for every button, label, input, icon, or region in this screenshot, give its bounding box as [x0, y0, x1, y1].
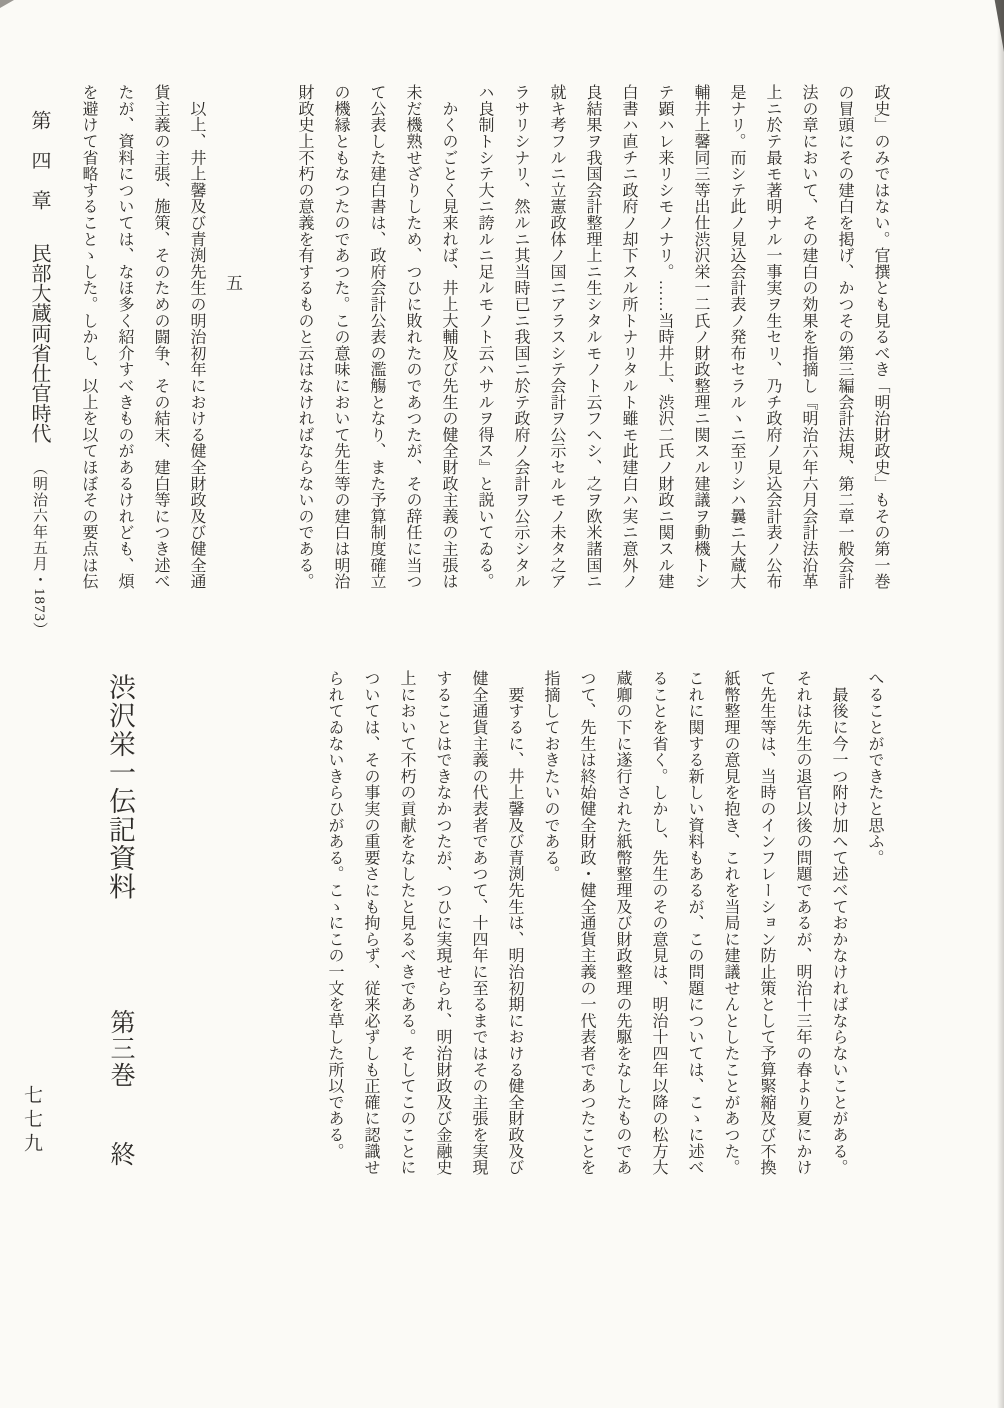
text-column: 未だ機熟せざりしため、つひに敗れたのであつたが、その辞任に当つ: [404, 84, 421, 590]
text-column: 要するに、井上馨及び青渕先生は、明治初期における健全財政及び: [506, 670, 523, 1176]
chapter-heading: [26, 110, 52, 638]
text-column: て公表した建白書は、政府会計公表の濫觴となり、また予算制度確立: [368, 84, 385, 590]
chapter-date-note: （明治六年五月・1873）: [31, 460, 47, 638]
text-column: 貨主義の主張、施策、そのための闘争、その結末、建白等につき述べ: [152, 84, 169, 590]
scan-corner-mark: [993, 0, 1004, 52]
text-column: 健全通貨主義の代表者であつて、十四年に至るまではその主張を実現: [470, 670, 487, 1176]
page-number: 七七九: [21, 1085, 42, 1157]
text-column: 紙幣整理の意見を抱き、これを当局に建議せんとしたことがあつた。: [722, 670, 739, 1176]
section-number: 五: [223, 274, 242, 292]
text-column: 指摘しておきたいのである。: [542, 670, 559, 882]
text-column: 就キ考フルニ立憲政体ノ国ニアラスシテ会計ヲ公示セルモノ未タ之ア: [548, 84, 565, 590]
text-column: 良結果ヲ我国会計整理上ニ生シタルモノト云フヘシ、之ヲ欧米諸国ニ: [584, 84, 601, 590]
text-column: [250, 84, 286, 589]
text-column: ハ良制トシテ大ニ誇ルニ足ルモノト云ハサルヲ得ス』と説いてゐる。: [476, 84, 493, 590]
text-column: 白書ハ直チニ政府ノ却下スル所トナリタルト雖モ此建白ハ実ニ意外ノ: [620, 84, 637, 590]
text-column: ついては、その事実の重要さにも拘らず、従来必ずしも正確に認識せ: [362, 670, 379, 1176]
text-column: へることができたと思ふ。: [866, 670, 883, 866]
text-column: たが、資料については、なほ多く紹介すべきものがあるけれども、煩: [116, 84, 133, 590]
text-column: 上ニ於テ最モ著明ナル一事実ヲ生セリ、乃チ政府ノ見込会計表ノ公布: [764, 84, 781, 590]
text-column: つて、先生は終始健全財政・健全通貨主義の一代表者であつたことを: [578, 670, 595, 1176]
text-column: られてゐないきらひがある。こゝにこの一文を草した所以である。: [326, 670, 343, 1159]
text-column: ラサリシナリ、然ルニ其当時已ニ我国ニ於テ政府ノ会計ヲ公示シタル: [512, 84, 529, 590]
text-column: て先生等は、当時のインフレーション防止策として予算緊縮及び不換: [758, 670, 775, 1176]
text-column: テ顕ハレ来リシモノナリ。……当時井上、渋沢二氏ノ財政ニ関スル建: [656, 84, 673, 590]
text-column: 以上、井上馨及び青渕先生の明治初年における健全財政及び健全通: [188, 84, 205, 590]
text-column: 財政史上不朽の意義を有するものと云はなければならないのである。: [296, 84, 313, 590]
chapter-number: 第 四 章: [28, 110, 50, 210]
text-column: それは先生の退官以後の問題であるが、明治十三年の春より夏にかけ: [794, 670, 811, 1176]
colophon-end-mark: 終: [107, 1141, 134, 1168]
text-column: 法の章において、その建白の効果を指摘し『明治六年六月会計法沿革: [800, 84, 817, 590]
text-column: 蔵卿の下に遂行された紙幣整理及び財政整理の先駆をなしたものであ: [614, 670, 631, 1176]
text-column: 輔井上馨同三等出仕渋沢栄一二氏ノ財政整理ニ関スル建議ヲ動機トシ: [692, 84, 709, 590]
top-text-block: [70, 84, 898, 589]
text-column: することはできなかつたが、つひに実現せられ、明治財政及び金融史: [434, 670, 451, 1176]
colophon: [100, 673, 140, 1168]
text-column: 最後に今一つ附け加へて述べておかなければならないことがある。: [830, 670, 847, 1176]
text-column: の機縁ともなつたのであつた。この意味において先生等の建白は明治: [332, 84, 349, 590]
text-column: これに関する新しい資料もあるが、この問題については、こゝに述べ: [686, 670, 703, 1176]
text-column: かくのごとく見来れば、井上大輔及び先生の健全財政主義の主張は: [440, 84, 457, 590]
scan-corner-mark: [0, 0, 14, 8]
chapter-title: 民部大蔵両省仕官時代: [28, 243, 50, 443]
text-column: を避けて省略することゝした。しかし、以上を以てほぼその要点は伝: [80, 84, 97, 590]
text-column: の冒頭にその建白を掲げ、かつその第三編会計法規、第二章一般会計: [836, 84, 853, 590]
text-column: 上において不朽の貢献をなしたと見るべきである。そしてこのことに: [398, 670, 415, 1176]
text-column: 政史」のみではない。官撰とも見るべき「明治財政史」もその第一巻: [872, 84, 889, 590]
bottom-text-block: [316, 670, 892, 1175]
text-column: ることを省く。しかし、先生のその意見は、明治十四年以降の松方大: [650, 670, 667, 1176]
text-column: 是ナリ。而シテ此ノ見込会計表ノ発布セラルヽニ至リシハ曩ニ大蔵大: [728, 84, 745, 590]
colophon-volume: 第三巻: [107, 1009, 134, 1089]
colophon-series-title: 渋沢栄一伝記資料: [105, 673, 135, 901]
